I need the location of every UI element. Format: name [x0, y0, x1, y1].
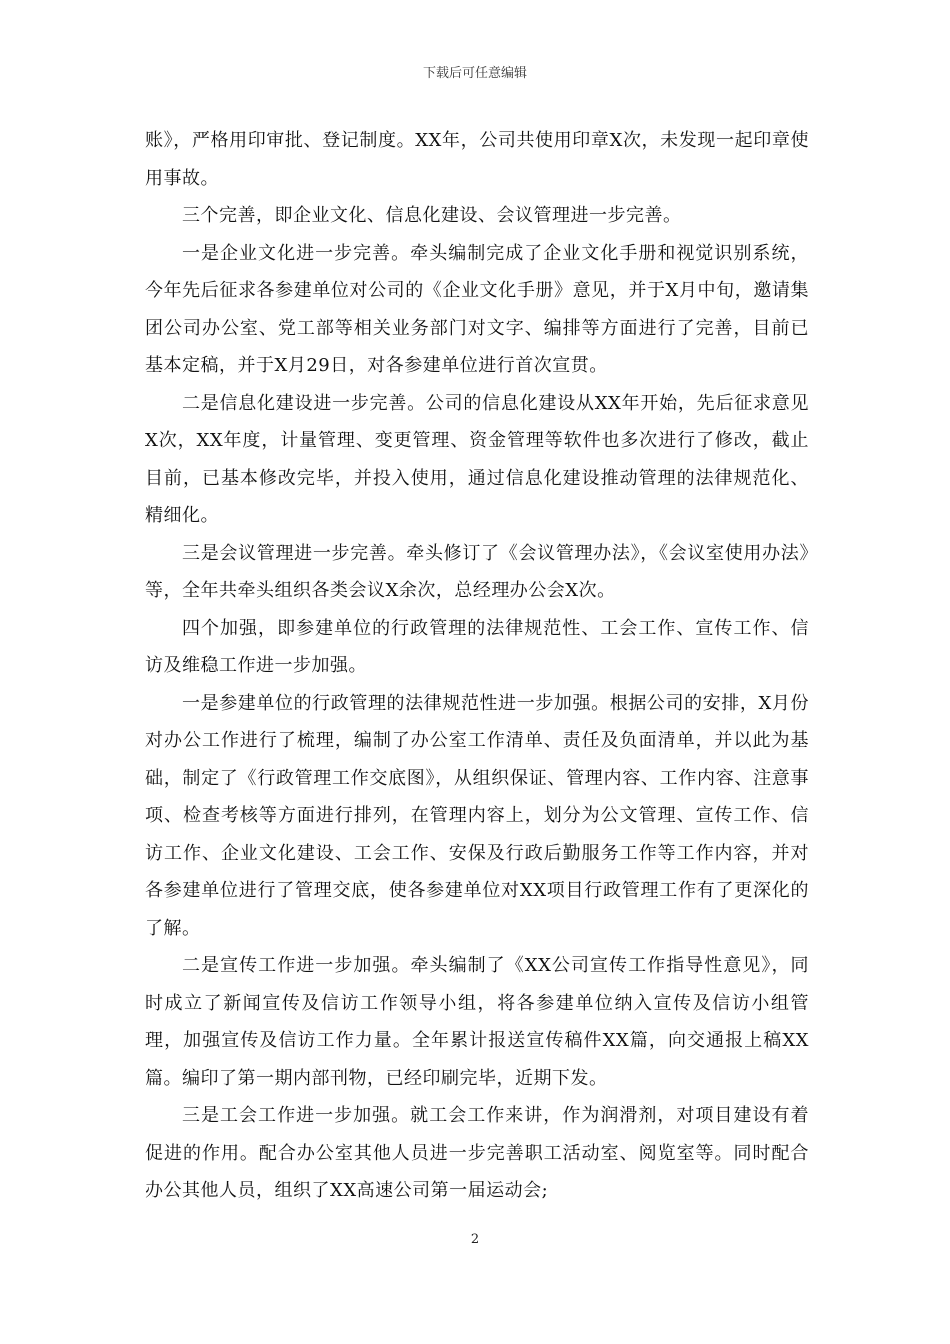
paragraph-administrative-standardization: 一是参建单位的行政管理的法律规范性进一步加强。根据公司的安排，X月份对办公工作进行了梳理，编制了办公室工作清单、责任及负面清单，并以此为基础，制定了《行政管理工作交底图》，从组织保证、管理内容、工作内容、注意事项、检查考核等方面进行排列，在管理内容上，划分为公文管理、宣传工作、信访工作、企业文化建设、工会工作、安保及行政后勤服务工作等工作内容，并对各参建单位进行了管理交底，使各参建单位对XX项目行政管理工作有了更深化的了解。: [145, 692, 809, 939]
paragraph-three-improvements: 三个完善，即企业文化、信息化建设、会议管理进一步完善。: [182, 205, 682, 226]
paragraph-four-strengthenings: 四个加强，即参建单位的行政管理的法律规范性、工会工作、宣传工作、信访及维稳工作进一步加强。: [145, 617, 809, 676]
paragraph-meeting-management: 三是会议管理进一步完善。牵头修订了《会议管理办法》，《会议室使用办法》等，全年共牵头组织各类会议X余次，总经理办公会X次。: [145, 542, 809, 601]
paragraph-corporate-culture: 一是企业文化进一步完善。牵头编制完成了企业文化手册和视觉识别系统，今年先后征求各参建单位对公司的《企业文化手册》意见，并于X月中旬，邀请集团公司办公室、党工部等相关业务部门对文字、编排等方面进行了完善，目前已基本定稿，并于X月29日，对各参建单位进行首次宣贯。: [145, 242, 809, 376]
paragraph-publicity-work: 二是宣传工作进一步加强。牵头编制了《XX公司宣传工作指导性意见》，同时成立了新闻宣传及信访工作领导小组，将各参建单位纳入宣传及信访小组管理，加强宣传及信访工作力量。全年累计报送宣传稿件XX篇，向交通报上稿XX篇。编印了第一期内部刊物，已经印刷完毕，近期下发。: [145, 955, 809, 1089]
document-body: [145, 122, 809, 1210]
paragraph-union-work: 三是工会工作进一步加强。就工会工作来讲，作为润滑剂，对项目建设有着促进的作用。配合办公室其他人员进一步完善职工活动室、阅览室等。同时配合办公其他人员，组织了XX高速公司第一届运动会;: [145, 1105, 809, 1201]
page-number: 2: [470, 1232, 480, 1247]
page-header-note: 下载后可任意编辑: [422, 66, 527, 81]
paragraph-seal-usage: 账》，严格用印审批、登记制度。XX年，公司共使用印章X次，未发现一起印章使用事故。: [145, 130, 809, 189]
paragraph-informatization: 二是信息化建设进一步完善。公司的信息化建设从XX年开始，先后征求意见X次，XX年度，计量管理、变更管理、资金管理等软件也多次进行了修改，截止目前，已基本修改完毕，并投入使用，通过信息化建设推动管理的法律规范化、精细化。: [145, 392, 809, 526]
